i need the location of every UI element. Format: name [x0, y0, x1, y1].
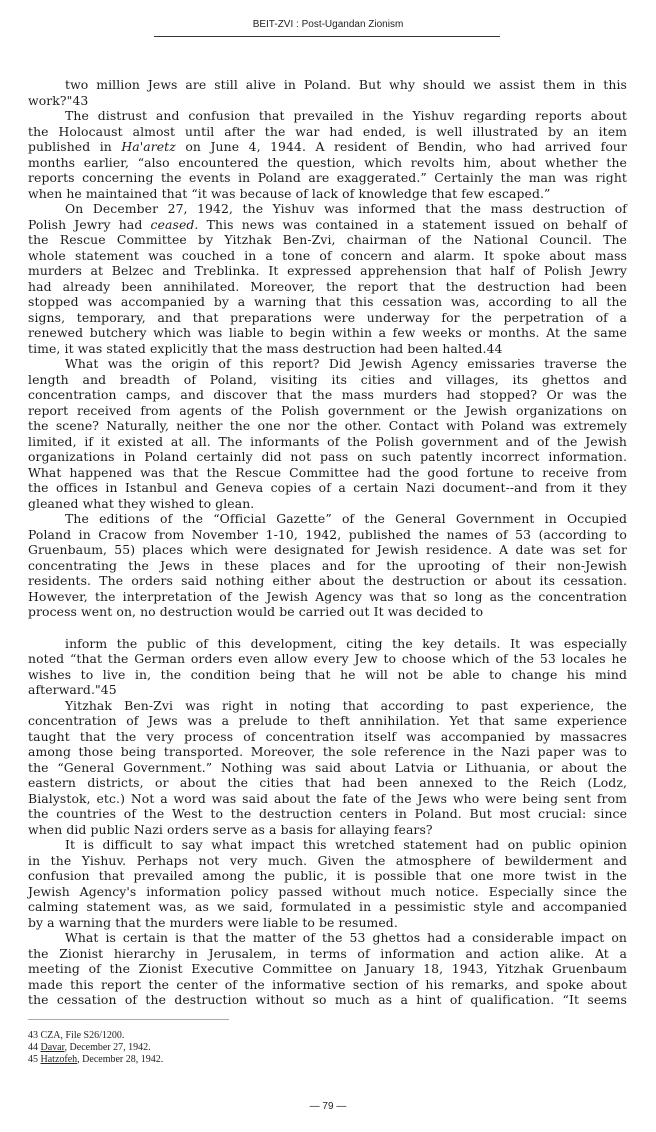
text-line: On December 27, 1942, the Yishuv was informed that the mass destruction of	[65, 201, 627, 216]
text-line: noted “that the German orders even allow every Jew to choose which of the 53 locales he	[28, 651, 627, 666]
text-line: made this report the center of the informative section of his remarks, and spoke about	[28, 976, 627, 992]
text-line: murders at Belzec and Treblinka. It expressed apprehension that half of Polish Jewry	[28, 263, 627, 278]
footnote-text: , December 27, 1942.	[64, 1042, 151, 1053]
footnote-number: 44	[28, 1042, 38, 1053]
text-line: taught that the very process of concentration itself was accompanied by massacres	[28, 728, 627, 744]
text-line: concentration camps, and discover that the mass murders had stopped? Or was the	[28, 387, 627, 402]
footnote-44	[28, 1042, 163, 1054]
text-line: the countries of the West to the destruction centers in Poland. But most crucial: since	[28, 806, 627, 821]
text-line: by a warning that the murders were liable to be resumed.	[28, 914, 398, 930]
text-line: length and breadth of Poland, visiting its cities and villages, its ghettos and	[28, 371, 627, 387]
text-line: calming statement was, as we said, formulated in a pessimistic style and accompanied	[28, 899, 627, 914]
footnotes	[28, 1030, 163, 1066]
header-rule	[154, 36, 500, 37]
text-line: had already been annihilated. Moreover, the report that the destruction had been	[28, 278, 627, 294]
text-line: whole statement was couched in a tone of concern and alarm. It spoke about mass	[28, 247, 627, 263]
text-line: when did public Nazi orders serve as a basis for allaying fears?	[28, 821, 433, 837]
italic-term: ceased.	[150, 216, 199, 232]
text-line: months earlier, “also encountered the question, which revolts him, about whether the	[28, 154, 627, 170]
footnote-text: CZA, File S26/1200.	[40, 1030, 125, 1041]
text-line: The distrust and confusion that prevailed in the Yishuv regarding reports about	[65, 108, 627, 123]
text-line: work?"43	[28, 92, 89, 108]
text-line: when he maintained that “it was because of lack of knowledge that few escaped.”	[28, 185, 551, 201]
text-line: limited, if it existed at all. The informants of the Polish government and of the Jewish	[28, 433, 627, 449]
text-line: report received from agents of the Polish government or the Jewish organizations on	[28, 402, 627, 418]
text-line: two million Jews are still alive in Poland. But why should we assist them in this	[65, 77, 627, 92]
text-line: time, it was stated explicitly that the mass destruction had been halted.44	[28, 340, 503, 356]
footnote-45	[28, 1054, 163, 1066]
text-line: meeting of the Zionist Executive Committee on January 18, 1943, Yitzhak Gruenbaum	[28, 961, 627, 976]
text-line: Bialystok, etc.) Not a word was said about the fate of the Jews who were being sent from	[28, 790, 627, 806]
text-line: signs, temporary, and that preparations were underway for the perpetration of a	[28, 309, 627, 325]
text-line: Polish Jewry had ceased. This news was contained in a statement issued on behalf of	[28, 216, 628, 232]
footnote-source: Davar	[40, 1042, 65, 1053]
text-line: inform the public of this development, citing the key details. It was especially	[65, 635, 627, 651]
text-line: the Rescue Committee by Yitzhak Ben-Zvi, chairman of the National Council. The	[28, 232, 627, 247]
text-line: Jewish Agency's information policy passed without much notice. Especially since the	[28, 883, 627, 899]
text-line: What happened was that the Rescue Committee had the good fortune to receive from	[28, 464, 627, 480]
text-line: Gruenbaum, 55) places which were designated for Jewish residence. A date was set for	[28, 542, 627, 557]
text-line: reports concerning the events in Poland are exaggerated.” Certainly the man was right	[28, 170, 627, 185]
footnote-number: 43	[28, 1030, 38, 1041]
text-line: The editions of the “Official Gazette” of the General Government in Occupied	[65, 511, 627, 526]
text-line: among those being transported. Moreover, the sole reference in the Nazi paper was to	[28, 744, 627, 759]
footnote-rule	[28, 1019, 229, 1020]
text-line: What is certain is that the matter of the 53 ghettos had a considerable impact on	[65, 930, 627, 945]
text-line: the offices in Istanbul and Geneva copies of a certain Nazi document--and from it they	[28, 480, 627, 495]
text-line: renewed butchery which was liable to begin within a few weeks or months. At the same	[28, 325, 627, 340]
footnote-text: , December 28, 1942.	[77, 1054, 164, 1065]
footnote-source: Hatzofeh	[40, 1054, 78, 1065]
text-line: process went on, no destruction would be carried out It was decided to	[28, 604, 484, 619]
footnote-number: 45	[28, 1054, 38, 1065]
text-line: gleaned what they wished to glean.	[28, 495, 255, 511]
text-line: afterward."45	[28, 682, 117, 697]
text-line: However, the interpretation of the Jewish Agency was that so long as the concentration	[28, 588, 627, 604]
text-line: organizations in Poland certainly did not pass on such patently incorrect information.	[28, 449, 627, 464]
text-line: Poland in Cracow from November 1-10, 1942, published the names of 53 (according to	[28, 526, 627, 542]
text-line: confusion that prevailed among the public, it is possible that one more twist in the	[28, 868, 627, 883]
text-line: concentration of Jews was a prelude to theft annihilation. Yet that same experience	[28, 713, 627, 728]
text-line: It is difficult to say what impact this wretched statement had on public opinion	[65, 837, 627, 852]
body-text	[28, 77, 627, 1008]
text-line: residents. The orders said nothing either about the destruction or about its cessation.	[28, 573, 627, 588]
text-line: the Holocaust almost until after the war had ended, is well illustrated by an item	[28, 123, 627, 139]
text-line: published in Ha'aretz on June 4, 1944. A resident of Bendin, who had arrived four	[28, 139, 627, 154]
text-line: Yitzhak Ben-Zvi was right in noting that according to past experience, the	[65, 697, 627, 713]
text-line: wishes to live in, the condition being that he will not be able to change his mind	[28, 666, 627, 682]
text-line: concentrating the Jews in these places and for the uprooting of their non-Jewish	[28, 557, 627, 573]
italic-term: Ha'aretz	[121, 139, 176, 154]
text-line: stopped was accompanied by a warning that this cessation was, according to all the	[28, 294, 627, 309]
text-line: the cessation of the destruction without so much as a hint of qualification. “It seems	[28, 992, 627, 1007]
text-line: eastern districts, or about the cities that had been annexed to the Reich (Lodz,	[28, 775, 627, 790]
text-line: in the Yishuv. Perhaps not very much. Given the atmosphere of bewilderment and	[28, 852, 627, 868]
footnote-43	[28, 1030, 163, 1042]
text-line: the scene? Naturally, neither the one nor the other. Contact with Poland was extremely	[28, 418, 627, 433]
page-number: — 79 —	[309, 1101, 347, 1112]
text-line: the Zionist hierarchy in Jerusalem, in terms of information and action alike. At a	[28, 945, 627, 961]
page-break-gap	[28, 620, 627, 636]
text-line: What was the origin of this report? Did Jewish Agency emissaries traverse the	[65, 356, 627, 371]
text-line: the “General Government.” Nothing was said about Latvia or Lithuania, or about the	[28, 759, 627, 775]
running-header: BEIT-ZVI : Post-Ugandan Zionism	[252, 19, 404, 30]
